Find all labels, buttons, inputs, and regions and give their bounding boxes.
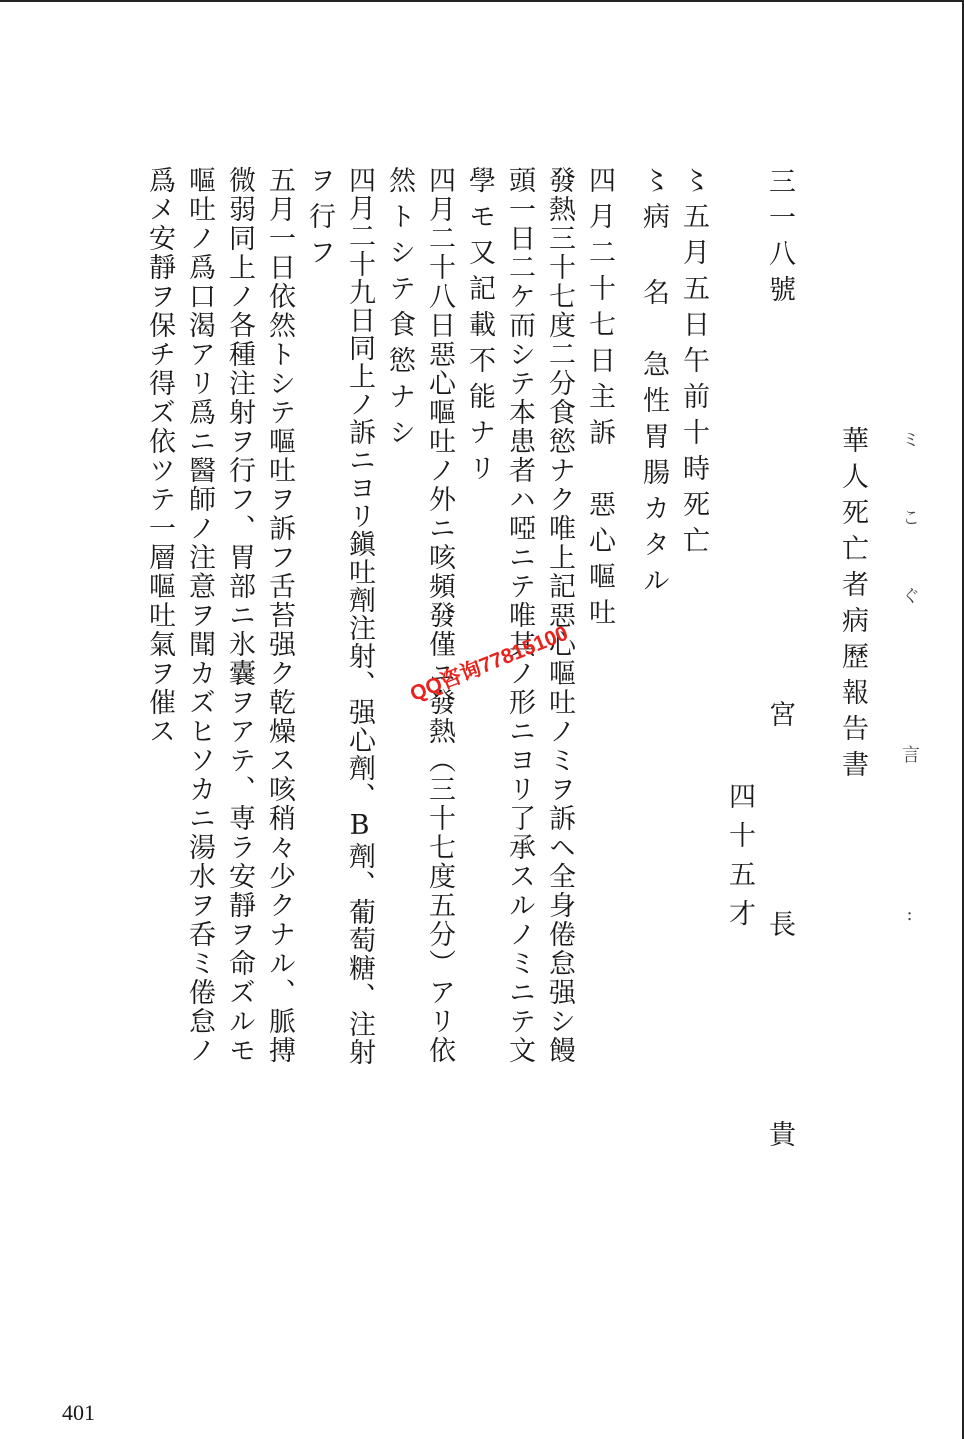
report-title: 華人死亡者病歷報告書 xyxy=(837,426,868,786)
text-column-14: 爲メ安靜ヲ保チ得ズ依ツテ一層嘔吐氣ヲ催ス xyxy=(144,166,175,746)
text-column-7: 四月二十八日惡心嘔吐ノ外ニ咳頻發僅ニ發熱（三十七度五分）アリ依 xyxy=(424,166,455,1065)
watermark: QQ咨询77815100 xyxy=(406,621,572,706)
text-column-1: 〻五月五日午前十時死亡 xyxy=(678,166,709,562)
text-column-9: 四月二十九日同上ノ訴ニヨリ鎭吐劑注射、强心劑、B劑、葡萄糖、注射 xyxy=(344,166,375,1066)
patient-age: 四十五才 xyxy=(724,782,755,938)
edge-marks: ミこぐ 言 : xyxy=(899,430,920,985)
page-number: 401 xyxy=(62,1400,95,1425)
text-column-12: 微弱同上ノ各種注射ヲ行フ、胃部ニ氷囊ヲアテ、専ラ安靜ヲ命ズルモ xyxy=(224,166,255,1065)
text-column-6: 學モ又記載不能ナリ xyxy=(464,166,495,490)
text-column-4: 發熱三十七度二分食慾ナク唯上記惡心嘔吐ノミヲ訴ヘ全身倦怠强シ饅 xyxy=(544,166,575,1065)
text-column-13: 嘔吐ノ爲口渴アリ爲ニ醫師ノ注意ヲ聞カズヒソカニ湯水ヲ呑ミ倦怠ノ xyxy=(184,166,215,1065)
text-column-2: 〻病 名 急性胃腸カタル xyxy=(638,166,669,602)
text-column-5: 頭一日二ケ而シテ本患者ハ啞ニテ唯其ノ形ニヨリ了承スルノミニテ文 xyxy=(504,166,535,1065)
text-column-3: 四月二十七日主訴 惡心嘔吐 xyxy=(584,166,615,634)
case-number: 三一八號 xyxy=(764,167,795,311)
text-column-8: 然トシテ食慾ナシ xyxy=(384,166,415,454)
page-border-top xyxy=(0,0,964,2)
text-column-10: ヲ行フ xyxy=(304,166,335,274)
patient-name: 宮 長 貴 xyxy=(764,700,795,1223)
text-column-11: 五月一日依然トシテ嘔吐ヲ訴フ舌苔强ク乾燥ス咳稍々少クナル、脈搏 xyxy=(264,166,295,1065)
